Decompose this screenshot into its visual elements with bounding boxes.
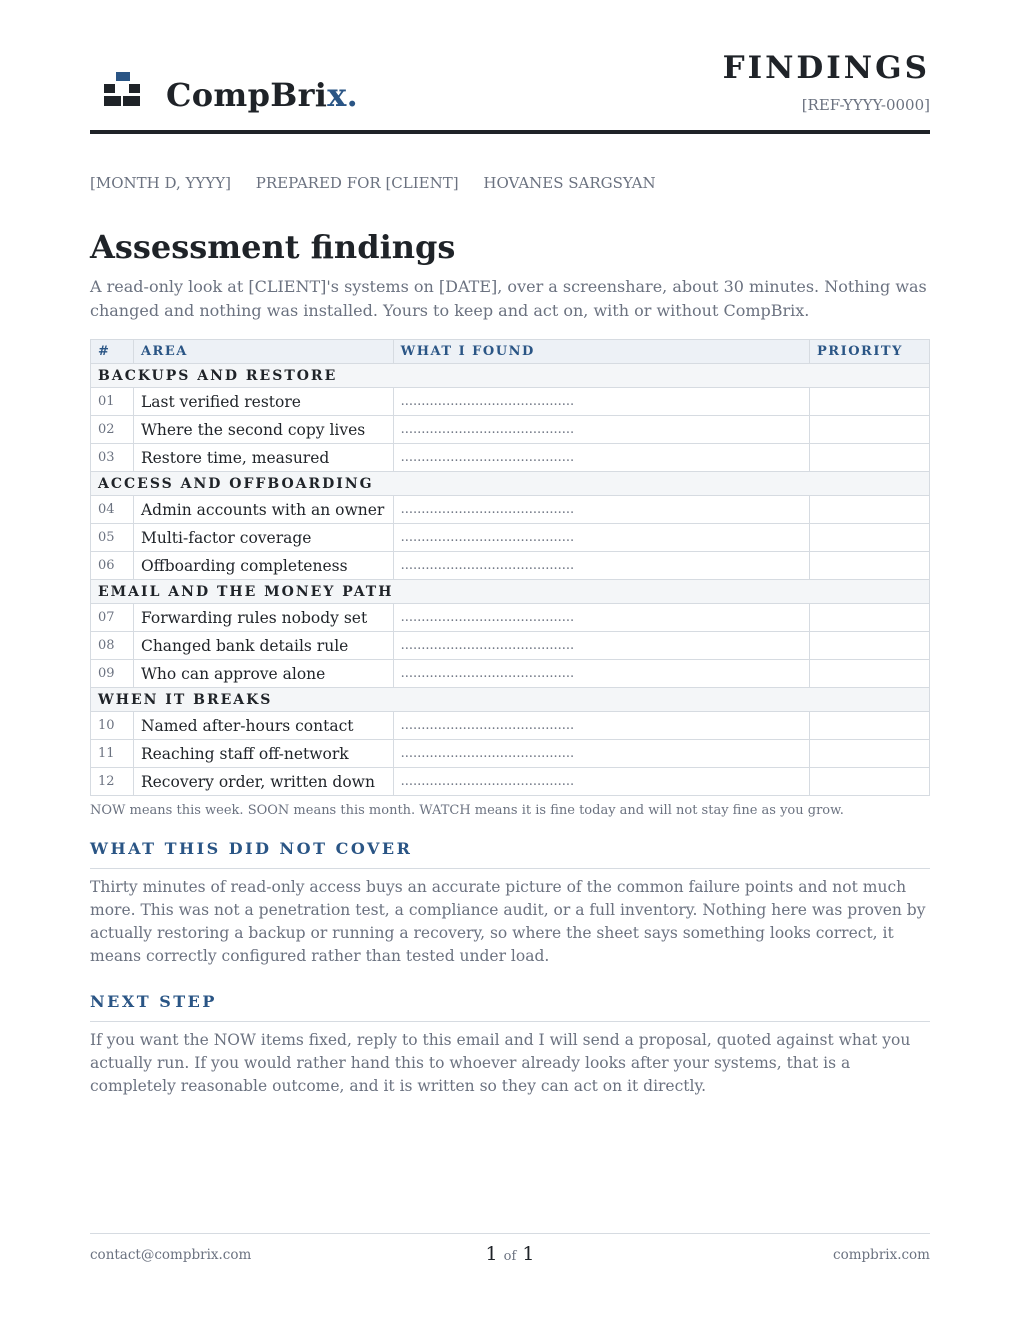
page-current: 1 bbox=[485, 1243, 498, 1265]
row-priority bbox=[810, 740, 930, 768]
not-covered-heading: WHAT THIS DID NOT COVER bbox=[90, 838, 930, 869]
row-number: 01 bbox=[91, 388, 134, 416]
document-title: FINDINGS bbox=[722, 50, 930, 86]
column-header-area: AREA bbox=[133, 340, 393, 364]
row-priority bbox=[810, 552, 930, 580]
row-area: Recovery order, written down bbox=[133, 768, 393, 796]
row-priority bbox=[810, 768, 930, 796]
row-area: Admin accounts with an owner bbox=[133, 496, 393, 524]
table-row bbox=[91, 496, 930, 524]
meta-date: [MONTH D, YYYY] bbox=[90, 174, 231, 192]
row-priority bbox=[810, 416, 930, 444]
page-footer bbox=[90, 1233, 930, 1273]
row-priority bbox=[810, 660, 930, 688]
table-row bbox=[91, 660, 930, 688]
row-number: 12 bbox=[91, 768, 134, 796]
table-row bbox=[91, 712, 930, 740]
section-title: EMAIL AND THE MONEY PATH bbox=[91, 580, 930, 604]
table-row bbox=[91, 740, 930, 768]
footer-email-link[interactable]: contact@compbrix.com bbox=[90, 1247, 252, 1263]
table-row bbox=[91, 444, 930, 472]
table-header-row bbox=[91, 340, 930, 364]
brand-name-main: CompBri bbox=[166, 76, 328, 114]
row-finding-placeholder: .......................................... bbox=[393, 604, 809, 632]
section-row bbox=[91, 688, 930, 712]
not-covered-paragraph: Thirty minutes of read-only access buys an accurate picture of the common failure points and not much more. This was not a penetration test, a compliance audit, or a full inventory. Nothing here was proven by actually restoring a backup or running a recovery, so where the sheet says something looks correct, it means correctly configured rather than tested under load. bbox=[90, 878, 926, 965]
section-title: BACKUPS AND RESTORE bbox=[91, 364, 930, 388]
table-row bbox=[91, 388, 930, 416]
page-number bbox=[90, 1243, 930, 1265]
row-finding-placeholder: .......................................... bbox=[393, 552, 809, 580]
row-finding-placeholder: .......................................... bbox=[393, 740, 809, 768]
column-header-found: WHAT I FOUND bbox=[393, 340, 809, 364]
compbrix-logo-icon bbox=[104, 72, 142, 108]
row-priority bbox=[810, 604, 930, 632]
table-row bbox=[91, 632, 930, 660]
row-priority bbox=[810, 712, 930, 740]
row-area: Forwarding rules nobody set bbox=[133, 604, 393, 632]
table-row bbox=[91, 416, 930, 444]
row-priority bbox=[810, 524, 930, 552]
document-meta bbox=[90, 173, 676, 193]
row-finding-placeholder: .......................................... bbox=[393, 712, 809, 740]
section-title: WHEN IT BREAKS bbox=[91, 688, 930, 712]
intro-paragraph: A read-only look at [CLIENT]'s systems on [DATE], over a screenshare, about 30 minutes. Nothing was changed and nothing was installed. Yours to keep and act on, with or without CompBrix. bbox=[90, 277, 927, 320]
row-number: 06 bbox=[91, 552, 134, 580]
row-priority bbox=[810, 632, 930, 660]
document-reference: [REF-YYYY-0000] bbox=[801, 96, 930, 114]
row-finding-placeholder: .......................................... bbox=[393, 416, 809, 444]
table-row bbox=[91, 552, 930, 580]
page-of-label: of bbox=[503, 1249, 517, 1264]
page-total: 1 bbox=[522, 1243, 535, 1265]
row-area: Where the second copy lives bbox=[133, 416, 393, 444]
priority-legend: NOW means this week. SOON means this month. WATCH means it is fine today and will not stay fine as you grow. bbox=[90, 803, 844, 818]
section-row bbox=[91, 580, 930, 604]
row-finding-placeholder: .......................................... bbox=[393, 388, 809, 416]
row-area: Named after-hours contact bbox=[133, 712, 393, 740]
brand-name-accent: x. bbox=[327, 76, 359, 114]
row-finding-placeholder: .......................................... bbox=[393, 632, 809, 660]
meta-prepared-for: PREPARED FOR [CLIENT] bbox=[255, 174, 459, 192]
table-row bbox=[91, 604, 930, 632]
row-number: 04 bbox=[91, 496, 134, 524]
row-area: Changed bank details rule bbox=[133, 632, 393, 660]
row-area: Reaching staff off-network bbox=[133, 740, 393, 768]
section-row bbox=[91, 472, 930, 496]
column-header-priority: PRIORITY bbox=[810, 340, 930, 364]
row-priority bbox=[810, 444, 930, 472]
row-number: 08 bbox=[91, 632, 134, 660]
findings-page bbox=[90, 0, 930, 1320]
column-header-number: # bbox=[91, 340, 134, 364]
findings-table bbox=[90, 339, 930, 796]
row-finding-placeholder: .......................................... bbox=[393, 496, 809, 524]
row-area: Restore time, measured bbox=[133, 444, 393, 472]
row-number: 10 bbox=[91, 712, 134, 740]
row-area: Last verified restore bbox=[133, 388, 393, 416]
row-priority bbox=[810, 388, 930, 416]
row-number: 11 bbox=[91, 740, 134, 768]
row-area: Multi-factor coverage bbox=[133, 524, 393, 552]
row-finding-placeholder: .......................................... bbox=[393, 768, 809, 796]
row-finding-placeholder: .......................................... bbox=[393, 524, 809, 552]
row-area: Offboarding completeness bbox=[133, 552, 393, 580]
row-area: Who can approve alone bbox=[133, 660, 393, 688]
meta-author: HOVANES SARGSYAN bbox=[483, 174, 656, 192]
row-finding-placeholder: .......................................... bbox=[393, 444, 809, 472]
footer-site-link[interactable]: compbrix.com bbox=[833, 1247, 930, 1263]
table-row bbox=[91, 768, 930, 796]
row-number: 05 bbox=[91, 524, 134, 552]
table-row bbox=[91, 524, 930, 552]
brand-name bbox=[166, 76, 358, 114]
page-title: Assessment findings bbox=[90, 228, 456, 266]
next-step-paragraph: If you want the NOW items fixed, reply to this email and I will send a proposal, quoted against what you actually run. If you would rather hand this to whoever already looks after your systems, that is a completely reasonable outcome, and it is written so they can act on it directly. bbox=[90, 1031, 911, 1095]
next-step-heading: NEXT STEP bbox=[90, 991, 930, 1022]
document-header bbox=[90, 40, 930, 134]
row-number: 07 bbox=[91, 604, 134, 632]
section-title: ACCESS AND OFFBOARDING bbox=[91, 472, 930, 496]
row-priority bbox=[810, 496, 930, 524]
row-number: 09 bbox=[91, 660, 134, 688]
section-row bbox=[91, 364, 930, 388]
row-finding-placeholder: .......................................... bbox=[393, 660, 809, 688]
row-number: 02 bbox=[91, 416, 134, 444]
row-number: 03 bbox=[91, 444, 134, 472]
